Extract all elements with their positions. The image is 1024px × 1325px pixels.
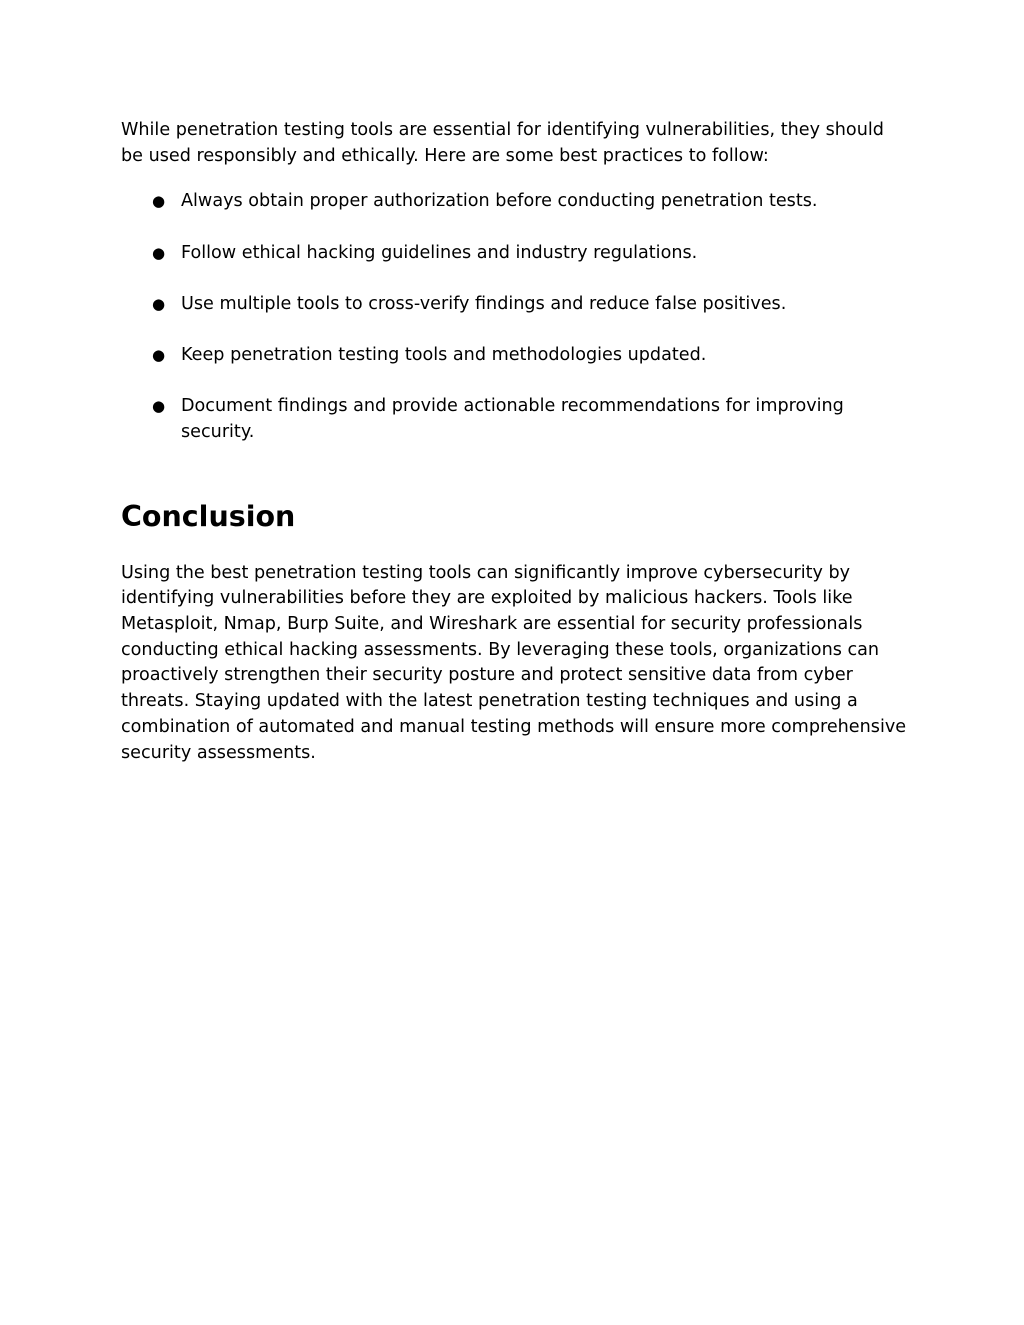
list-item-text: Use multiple tools to cross-verify findings and reduce false positives. (181, 293, 787, 314)
bullet-icon: ● (152, 243, 166, 262)
list-item-text: Follow ethical hacking guidelines and industry regulations. (181, 242, 698, 263)
document-page (121, 118, 911, 766)
conclusion-heading: Conclusion (121, 499, 296, 533)
list-item (121, 292, 911, 318)
list-item-text: Keep penetration testing tools and methodologies updated. (181, 345, 707, 366)
list-item (121, 394, 911, 445)
conclusion-paragraph: Using the best penetration testing tools can significantly improve cybersecurity by identifying vulnerabilities before they are exploited by malicious hackers. Tools like Metasploit, Nmap, Burp Suite, and Wireshark are essential for security professionals conducting ethical hacking assessments. By leveraging these tools, organizations can proactively strengthen their security posture and protect sensitive data from cyber threats. Staying updated with the latest penetration testing techniques and using a combination of automated and manual testing methods will ensure more comprehensive security assessments. (121, 562, 907, 763)
list-item-text: Always obtain proper authorization before conducting penetration tests. (181, 191, 818, 212)
bullet-icon: ● (152, 294, 166, 313)
list-item (121, 189, 911, 215)
bullet-icon: ● (152, 192, 166, 211)
best-practices-list (121, 189, 911, 445)
list-item (121, 343, 911, 369)
bullet-icon: ● (152, 397, 166, 416)
list-item (121, 241, 911, 267)
list-item-text: Document findings and provide actionable recommendations for improving security. (181, 396, 844, 442)
bullet-icon: ● (152, 346, 166, 365)
intro-paragraph: While penetration testing tools are essential for identifying vulnerabilities, they should be used responsibly and ethically. Here are some best practices to follow: (121, 120, 884, 166)
